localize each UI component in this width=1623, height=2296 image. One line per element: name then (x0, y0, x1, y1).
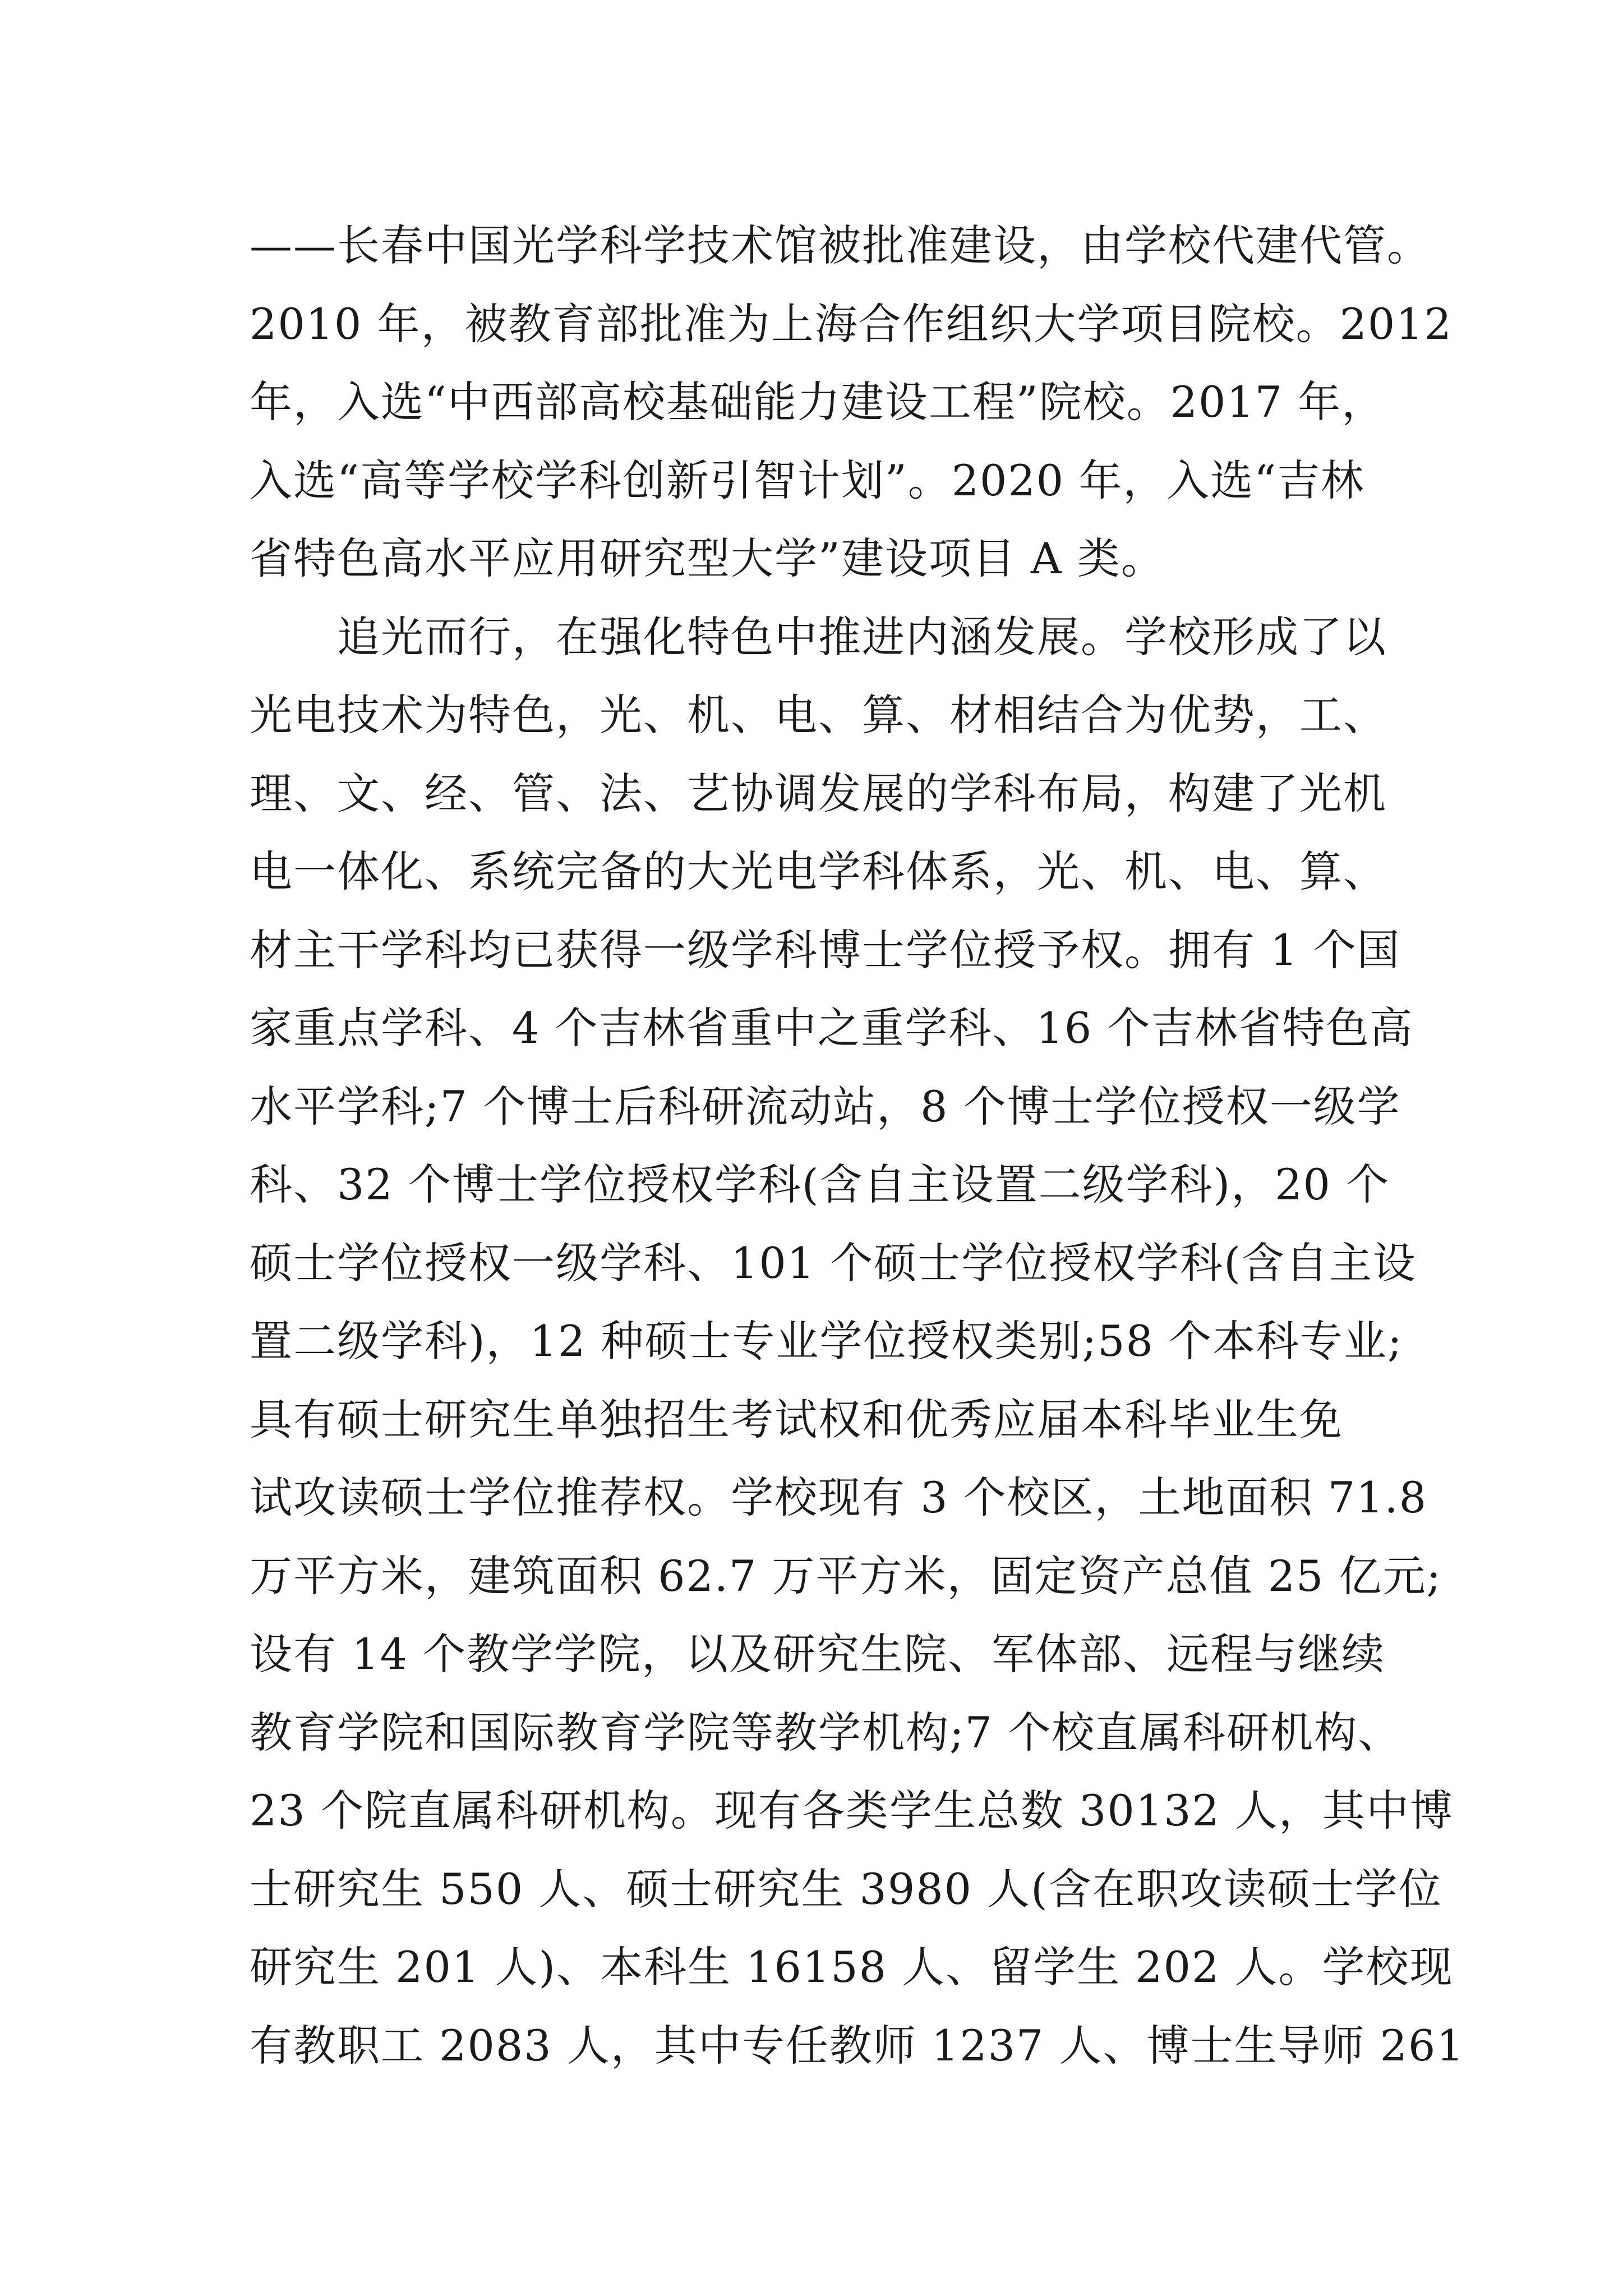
text-line: 23 个院直属科研机构。现有各类学生总数 30132 人，其中博 (250, 1786, 1454, 1835)
text-line: 教育学院和国际教育学院等教学机构;7 个校直属科研机构、 (250, 1707, 1402, 1757)
text-line: 硕士学位授权一级学科、101 个硕士学位授权学科(含自主设 (250, 1237, 1417, 1288)
body-text (250, 206, 1465, 2085)
text-line: 具有硕士研究生单独招生考试权和优秀应届本科毕业生免 (250, 1394, 1343, 1444)
text-line: 年，入选“中西部高校基础能力建设工程”院校。2017 年， (250, 377, 1386, 427)
text-line: 万平方米，建筑面积 62.7 万平方米，固定资产总值 25 亿元; (250, 1550, 1442, 1601)
text-line: 科、32 个博士学位授权学科(含自主设置二级学科)，20 个 (250, 1159, 1390, 1209)
text-line: 材主干学科均已获得一级学科博士学位授予权。拥有 1 个国 (250, 924, 1401, 975)
text-line: 设有 14 个教学学院，以及研究生院、军体部、远程与继续 (250, 1629, 1386, 1679)
text-line: 水平学科;7 个博士后科研流动站，8 个博士学位授权一级学 (250, 1081, 1401, 1131)
text-line: 有教职工 2083 人，其中专任教师 1237 人、博士生导师 261 (250, 2020, 1465, 2070)
text-line: 家重点学科、4 个吉林省重中之重学科、16 个吉林省特色高 (250, 1003, 1414, 1053)
text-line: 试攻读硕士学位推荐权。学校现有 3 个校区，土地面积 71.8 (250, 1473, 1428, 1522)
text-line: 士研究生 550 人、硕士研究生 3980 人(含在职攻读硕士学位 (250, 1864, 1442, 1914)
text-line: 2010 年，被教育部批准为上海合作组织大学项目院校。2012 (250, 298, 1453, 349)
text-line: 置二级学科)，12 种硕士专业学位授权类别;58 个本科专业; (250, 1316, 1403, 1366)
text-line: 电一体化、系统完备的大光电学科体系，光、机、电、算、 (250, 846, 1387, 896)
text-line: 研究生 201 人)、本科生 16158 人、留学生 202 人。学校现 (250, 1942, 1454, 1992)
text-line: 光电技术为特色，光、机、电、算、材相结合为优势，工、 (250, 690, 1387, 740)
text-line: 追光而行，在强化特色中推进内涵发展。学校形成了以 (250, 611, 1387, 662)
text-line: 理、文、经、管、法、艺协调发展的学科布局，构建了光机 (250, 768, 1387, 818)
text-line: ——长春中国光学科学技术馆被批准建设，由学校代建代管。 (250, 220, 1431, 270)
text-line: 省特色高水平应用研究型大学”建设项目 A 类。 (250, 533, 1165, 583)
text-line: 入选“高等学校学科创新引智计划”。2020 年，入选“吉林 (250, 455, 1365, 505)
